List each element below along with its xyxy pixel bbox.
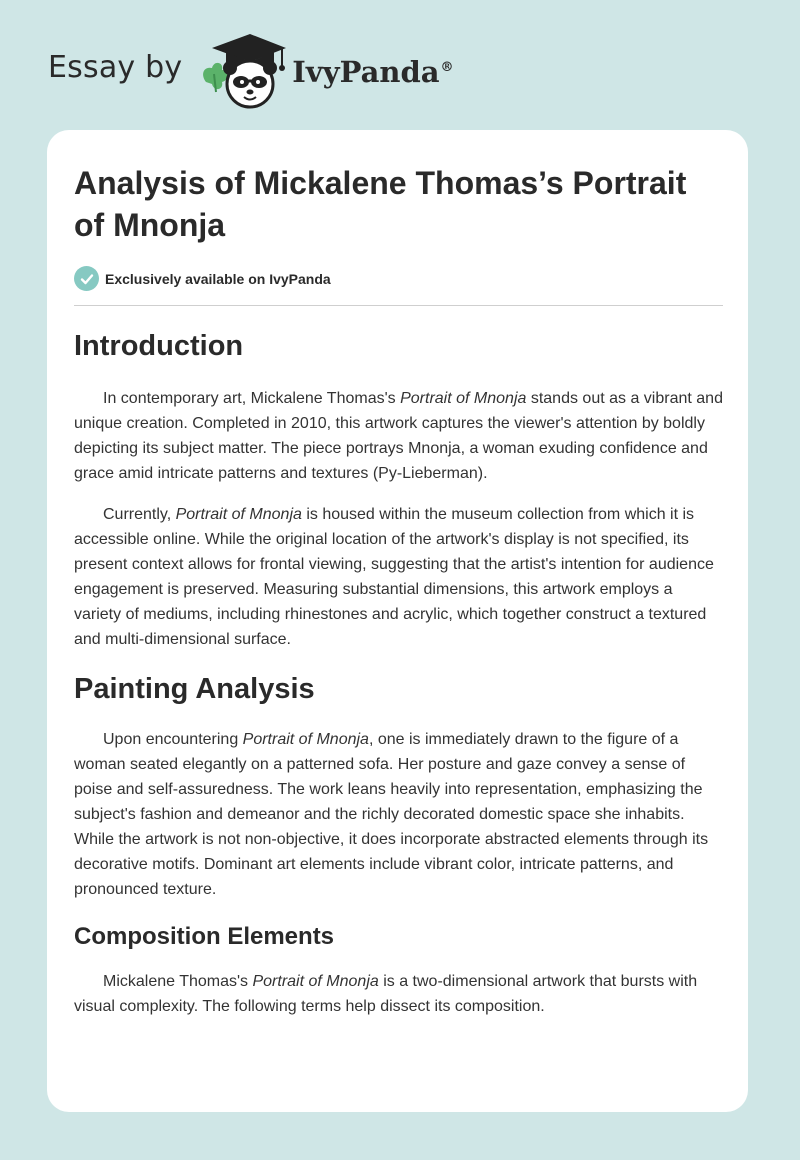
section-painting-analysis <box>74 671 724 902</box>
section-heading-introduction: Introduction <box>74 330 244 362</box>
artwork-title: Portrait of Mnonja <box>252 973 379 990</box>
essay-by-label: Essay by <box>48 49 183 85</box>
exclusive-badge <box>74 266 724 291</box>
check-icon <box>74 266 99 291</box>
section-heading-painting-analysis: Painting Analysis <box>74 673 315 705</box>
panda-graduate-icon <box>198 30 288 110</box>
artwork-title: Portrait of Mnonja <box>175 506 302 523</box>
divider <box>74 305 723 306</box>
artwork-title: Portrait of Mnonja <box>242 731 369 748</box>
section-introduction <box>74 328 724 652</box>
paragraph: Mickalene Thomas's Portrait of Mnonja is a two-dimensional artwork that bursts with visual complexity. The following terms help dissect its composition. <box>74 973 698 1015</box>
section-composition-elements <box>74 922 724 1019</box>
article-card <box>47 130 748 1112</box>
artwork-title: Portrait of Mnonja <box>400 390 527 407</box>
page-title: Analysis of Mickalene Thomas’s Portrait of Mnonja <box>74 165 687 243</box>
paragraph: Upon encountering Portrait of Mnonja, one is immediately drawn to the figure of a woman seated elegantly on a patterned sofa. Her posture and gaze convey a sense of poise and self-assuredness. The work leans heavily into representation, emphasizing the subject's fashion and demeanor and the richly decorated domestic space she inhabits. While the artwork is not non-objective, it does incorporate abstracted elements through its decorative motifs. Dominant art elements include vibrant color, intricate patterns, and pronounced texture. <box>74 731 709 898</box>
paragraph: Currently, Portrait of Mnonja is housed within the museum collection from which it is accessible online. While the original location of the artwork's display is not specified, its present context allows for frontal viewing, suggesting that the artist's intention for audience engagement is preserved. Measuring substantial dimensions, this artwork employs a variety of mediums, including rhinestones and acrylic, which together construct a textured and multi-dimensional surface. <box>74 506 714 648</box>
exclusive-label: Exclusively available on IvyPanda <box>105 270 331 287</box>
site-header <box>48 30 454 110</box>
brand-name[interactable]: IvyPanda® <box>292 55 454 89</box>
registered-mark: ® <box>440 60 454 76</box>
section-heading-composition-elements: Composition Elements <box>74 923 335 950</box>
paragraph: In contemporary art, Mickalene Thomas's Portrait of Mnonja stands out as a vibrant and unique creation. Completed in 2010, this artwork captures the viewer's attention by boldly depicting its subject matter. The piece portrays Mnonja, a woman exuding confidence and grace amid intricate patterns and textures (Py-Lieberman). <box>74 390 723 482</box>
article-content <box>74 160 724 1019</box>
